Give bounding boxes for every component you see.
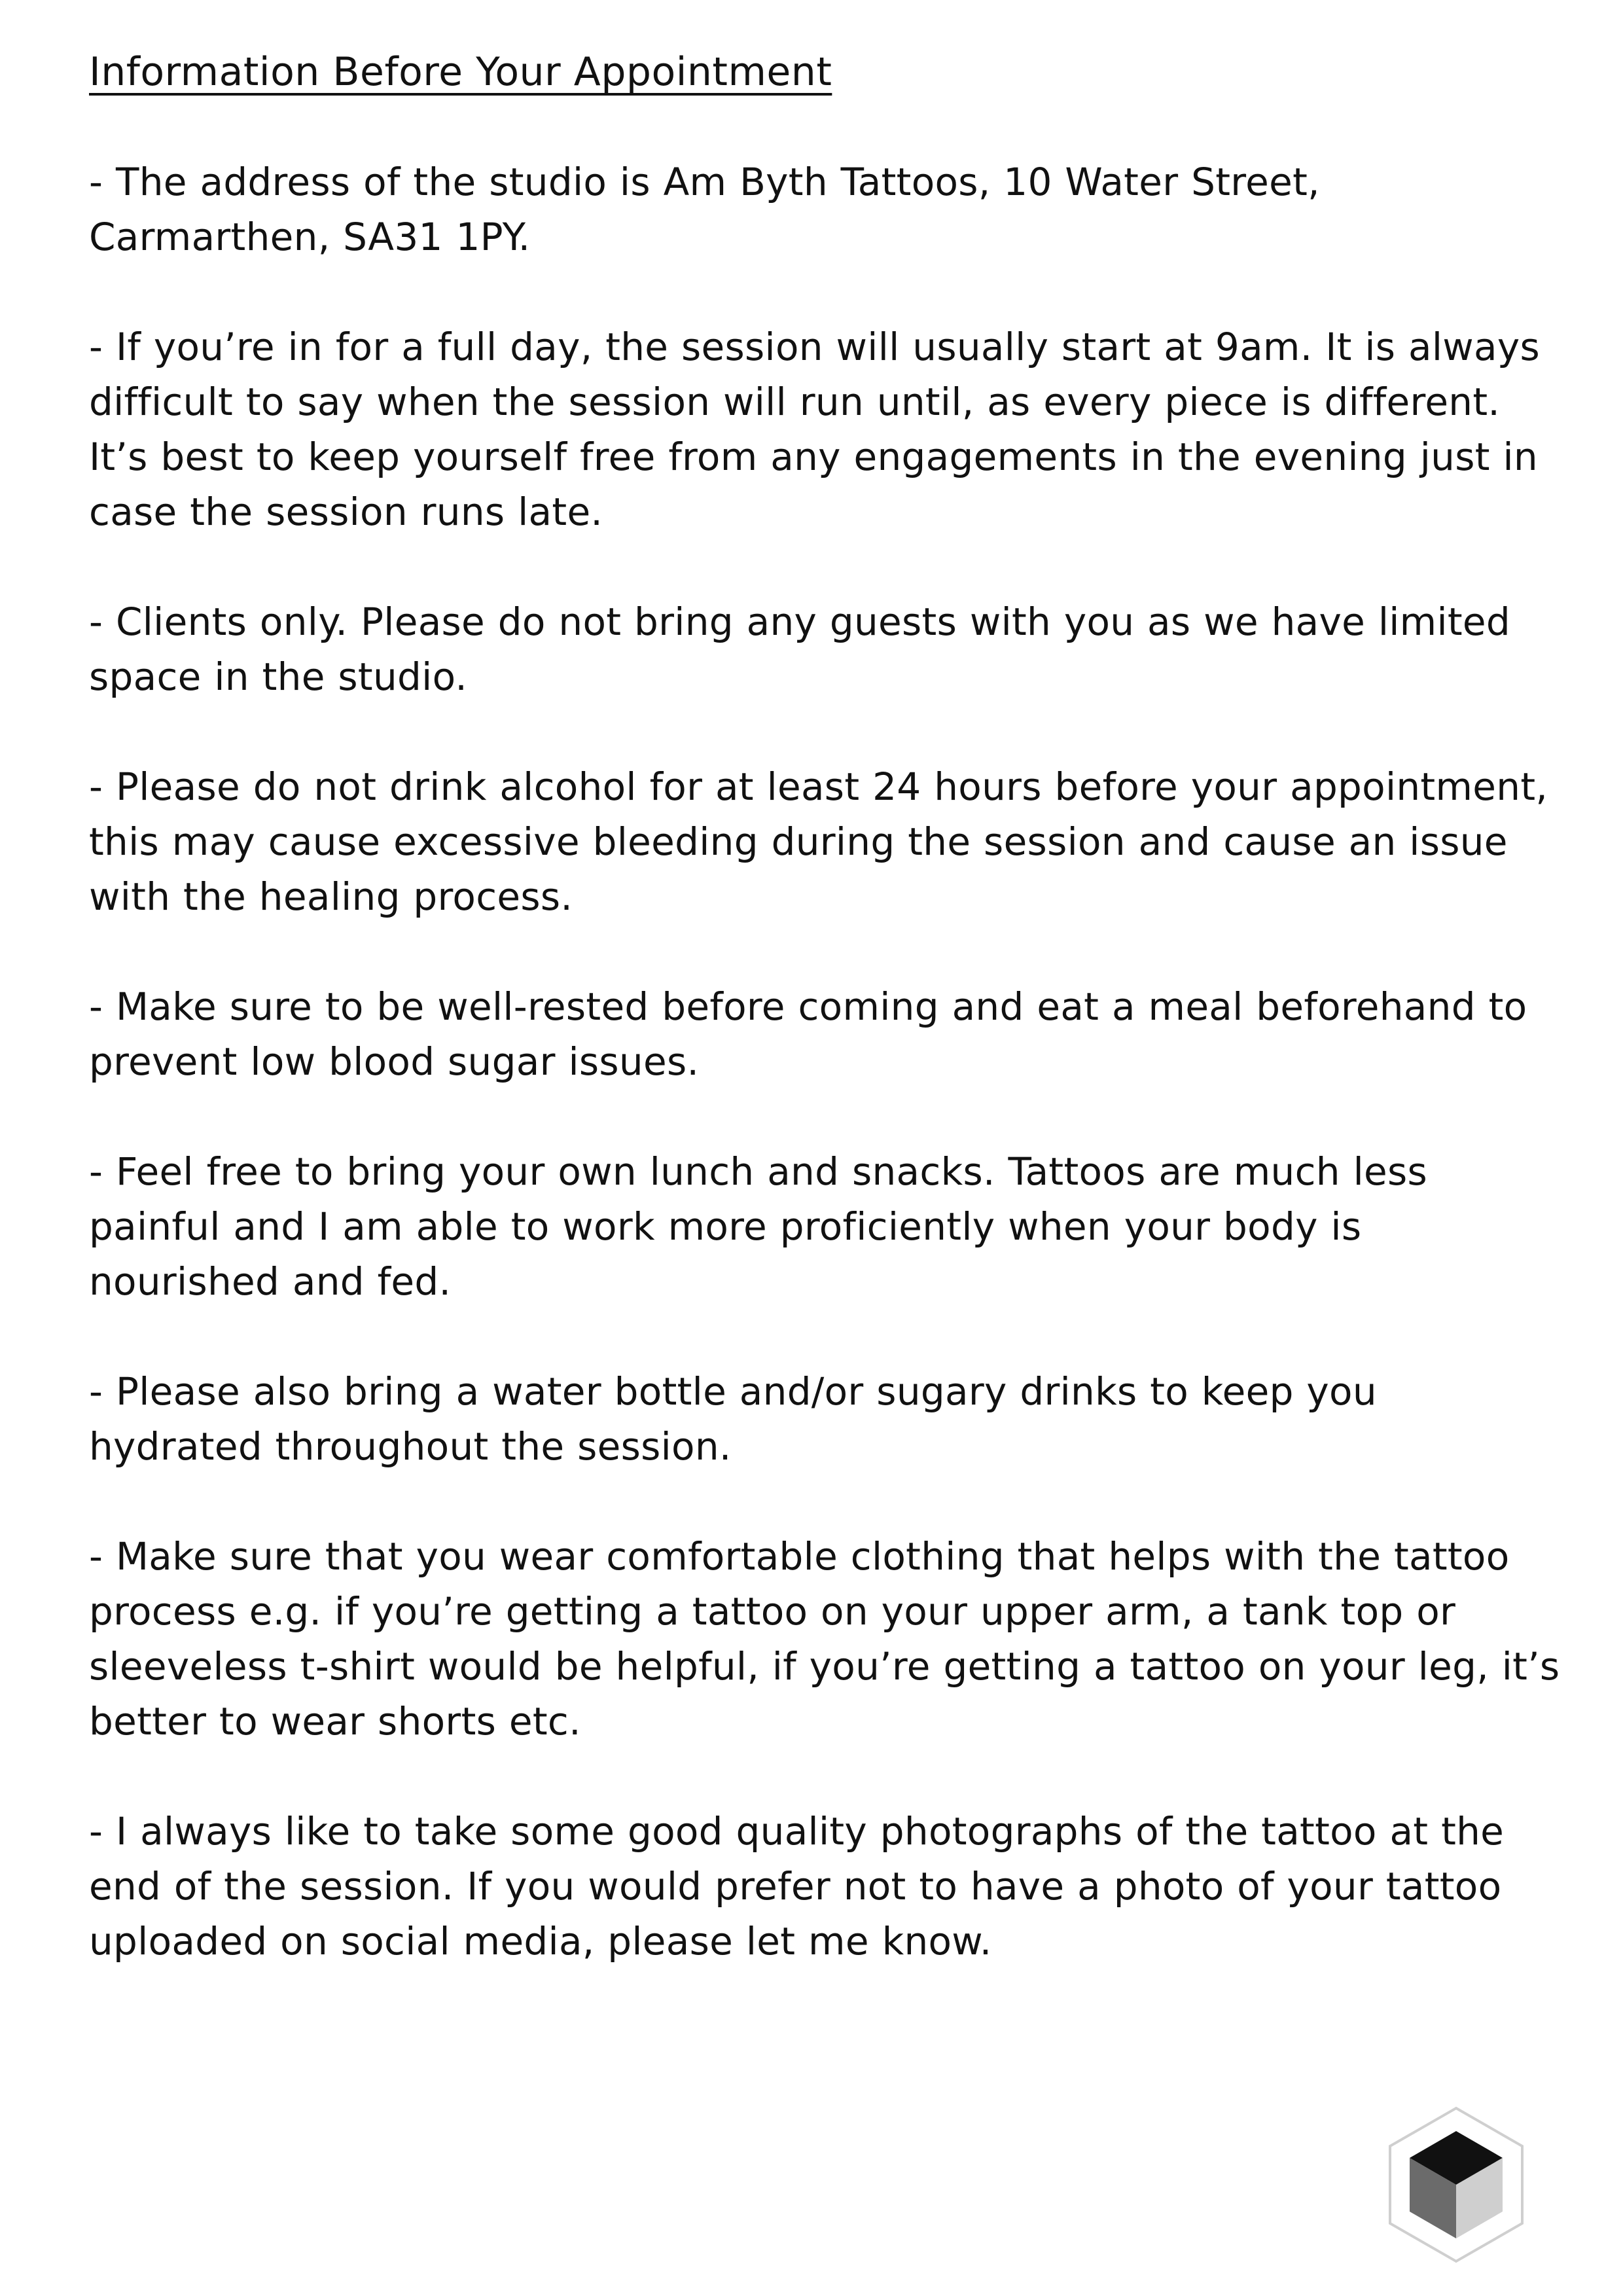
list-item-water-bottle: - Please also bring a water bottle and/or sugary drinks to keep you hydrated throughout the session.	[89, 1369, 1377, 1469]
list-item-lunch-and-snacks: - Feel free to bring your own lunch and snacks. Tattoos are much less painful and I am able to work more proficiently when your body is nourished and fed.	[89, 1149, 1428, 1304]
list-item-session-time: - If you’re in for a full day, the session will usually start at 9am. It is always difficult to say when the session will run until, as every piece is different. It’s best to keep yourself free from any engagements in the evening just in case the session runs late.	[89, 325, 1541, 534]
information-list	[89, 154, 1561, 2024]
page-title: Information Before Your Appointment	[89, 49, 832, 95]
list-item-address: - The address of the studio is Am Byth Tattoos, 10 Water Street, Carmarthen, SA31 1PY.	[89, 160, 1320, 259]
list-item-photographs: - I always like to take some good quality photographs of the tattoo at the end of the session. If you would prefer not to have a photo of your tattoo uploaded on social media, please let me know.	[89, 1809, 1505, 1964]
list-item-clients-only: - Clients only. Please do not bring any guests with you as we have limited space in the studio.	[89, 600, 1511, 699]
list-item-clothing: - Make sure that you wear comfortable clothing that helps with the tattoo process e.g. if you’re getting a tattoo on your upper arm, a tank top or sleeveless t-shirt would be helpful, if you’re getting a tattoo on your leg, it’s better to wear shorts etc.	[89, 1534, 1560, 1744]
list-item-rest-and-meal: - Make sure to be well-rested before coming and eat a meal beforehand to prevent low blood sugar issues.	[89, 984, 1527, 1084]
cube-logo-icon	[1386, 2106, 1526, 2263]
list-item-alcohol: - Please do not drink alcohol for at least 24 hours before your appointment, this may cause excessive bleeding during the session and cause an issue with the healing process.	[89, 764, 1548, 919]
